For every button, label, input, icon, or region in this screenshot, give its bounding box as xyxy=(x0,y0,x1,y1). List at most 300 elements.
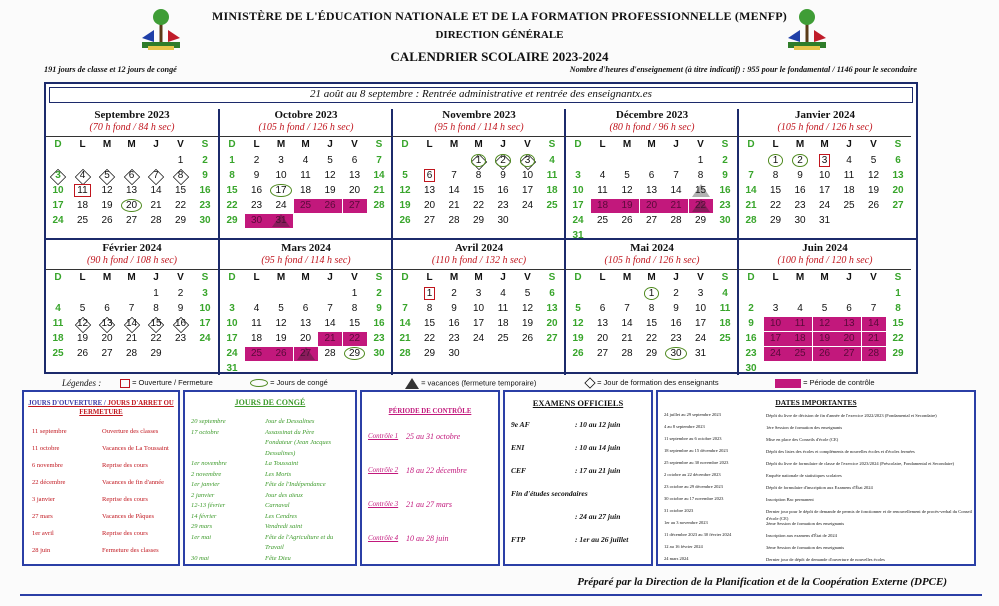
weekday-header: M xyxy=(795,139,805,150)
calendar-day: 27 xyxy=(596,348,609,359)
opening-date: 28 juin xyxy=(32,547,51,554)
month-hours: (105 h fond / 126 h sec) xyxy=(258,122,354,133)
holidays-panel xyxy=(183,390,357,566)
calendar-day: 20 xyxy=(299,333,312,344)
month-block xyxy=(393,109,565,244)
calendar-day: 28 xyxy=(862,347,886,361)
calendar-day: 21 xyxy=(373,185,385,196)
calendar-day: 27 xyxy=(294,347,318,361)
calendar-day: 10 xyxy=(694,303,707,314)
calendar-day: 8 xyxy=(153,303,159,314)
important-date: 24 juillet au 29 septembre 2023 xyxy=(664,412,721,417)
holiday-date: 1er mai xyxy=(191,533,212,541)
weekday-header: J xyxy=(500,139,506,150)
important-event: Dépôt du livre de décision de fin d'année de l'exercice 2022/2023 (Fondamental et Secondaire) xyxy=(766,413,937,418)
calendar-day: 14 xyxy=(373,170,385,181)
calendar-day: 7 xyxy=(451,170,457,181)
calendar-day: 5 xyxy=(402,170,408,181)
important-event: Inscription aux examens d'État de 2024 xyxy=(766,533,837,538)
month-name: Novembre 2023 xyxy=(442,109,516,121)
calendar-day: 15 xyxy=(174,185,187,196)
calendar-day: 6 xyxy=(846,303,852,314)
month-rule xyxy=(739,269,911,270)
weekday-header: L xyxy=(79,272,86,283)
calendar-day: 17 xyxy=(572,200,584,211)
calendar-day: 8 xyxy=(426,303,433,314)
control-label: Contrôle 1 xyxy=(368,432,399,440)
important-date: 1er au 3 novembre 2023 xyxy=(664,520,708,525)
calendar-day: 29 xyxy=(174,215,187,226)
weekday-header: L xyxy=(253,139,260,150)
weekday-header: J xyxy=(327,139,333,150)
month-rule xyxy=(220,269,392,270)
calendar-day: 15 xyxy=(144,317,168,331)
calendar-day: 22 xyxy=(226,200,238,211)
calendar-day: 27 xyxy=(892,200,904,211)
calendar-day: 7 xyxy=(673,170,679,181)
calendar-day: 15 xyxy=(769,185,782,196)
calendar-day: 24 xyxy=(818,200,831,211)
month-rule xyxy=(566,136,738,137)
calendar-day: 19 xyxy=(275,333,287,344)
control-period-title: PÉRIODE DE CONTRÔLE xyxy=(388,408,472,415)
calendar-day: 26 xyxy=(813,347,837,361)
calendar-day: 3 xyxy=(278,155,284,166)
legend-title: Légendes : xyxy=(62,378,102,388)
calendar-day: 3 xyxy=(575,170,581,181)
official-exams-panel xyxy=(503,390,653,566)
important-date: 30 octobre au 17 novembre 2023 xyxy=(664,496,724,501)
holiday-name: Jour des aïeux xyxy=(265,491,303,499)
holiday-date: 2 janvier xyxy=(191,491,215,499)
holiday-name: Les Cendres xyxy=(265,512,298,520)
calendar-day: 19 xyxy=(76,333,89,344)
calendar-title: CALENDRIER SCOLAIRE 2023-2024 xyxy=(390,49,609,64)
calendar-day: 21 xyxy=(745,200,757,211)
important-event: 3ème Session de formation des enseignants xyxy=(766,545,845,550)
calendar-day: 4 xyxy=(722,288,728,299)
calendar-day: 29 xyxy=(343,347,367,361)
calendar-day: 20 xyxy=(837,332,861,346)
control-label: Contrôle 2 xyxy=(368,466,399,474)
calendar-day: 4 xyxy=(253,303,260,314)
calendar-day: 9 xyxy=(748,318,754,329)
control-dates: 25 au 31 octobre xyxy=(406,432,461,441)
calendar-day: 23 xyxy=(174,333,187,344)
control-label: Contrôle 3 xyxy=(368,500,399,508)
calendar-day: 17 xyxy=(521,185,534,196)
calendar-day: 28 xyxy=(125,348,138,359)
calendar-day: 28 xyxy=(150,215,162,226)
weekday-header: J xyxy=(327,272,333,283)
month-hours: (70 h fond / 84 h sec) xyxy=(89,122,175,133)
calendar-day: 17 xyxy=(818,185,831,196)
legend-vacation: = vacances (fermeture temporaire) xyxy=(405,378,536,389)
calendar-day: 29 xyxy=(892,348,904,359)
calendar-day: 7 xyxy=(748,170,754,181)
calendar-day: 18 xyxy=(299,185,312,196)
weekday-header: D xyxy=(747,139,755,150)
month-name: Mai 2024 xyxy=(630,242,674,254)
exam-name: 9e AF xyxy=(511,420,530,429)
weekday-header: D xyxy=(747,272,755,283)
holiday-name: Vendredi saint xyxy=(265,523,303,530)
calendar-day: 4 xyxy=(71,169,95,183)
holiday-name: Les Morts xyxy=(265,470,292,478)
weekday-header: J xyxy=(846,272,852,283)
weekday-header: L xyxy=(426,139,433,150)
calendar-day: 27 xyxy=(423,215,436,226)
month-rule xyxy=(46,136,218,137)
calendar-day: 25 xyxy=(76,215,89,226)
calendar-day: 29 xyxy=(769,215,782,226)
calendar-day: 21 xyxy=(150,200,162,211)
weekday-header: M xyxy=(127,139,136,150)
calendar-day: 12 xyxy=(572,318,584,329)
calendar-day: 30 xyxy=(745,363,757,374)
calendar-day: 4 xyxy=(797,303,803,314)
calendar-day: 13 xyxy=(837,317,861,331)
month-name: Octobre 2023 xyxy=(274,109,338,121)
calendar-day: 2 xyxy=(788,154,812,168)
calendar-day: 15 xyxy=(472,185,485,196)
calendar-day: 13 xyxy=(125,185,138,196)
calendar-day: 2 xyxy=(748,303,754,314)
calendar-day: 13 xyxy=(423,185,436,196)
calendar-day: 21 xyxy=(664,199,688,213)
calendar-day: 3 xyxy=(475,288,482,299)
calendar-day: 1 xyxy=(153,288,159,299)
calendar-day: 14 xyxy=(120,317,144,331)
exam-dates: : 17 au 21 juin xyxy=(575,466,621,475)
calendar-day: 26 xyxy=(572,348,584,359)
calendar-day: 9 xyxy=(673,303,679,314)
calendar-day: 18 xyxy=(497,318,509,329)
month-name: Avril 2024 xyxy=(454,242,504,254)
calendar-day: 20 xyxy=(640,199,664,213)
calendar-day: 23 xyxy=(373,333,385,344)
holiday-name: Carnaval xyxy=(265,502,290,509)
opening-date: 6 novembre xyxy=(32,462,63,469)
weekday-header: D xyxy=(228,272,236,283)
important-event: Dernier jour de dépôt de demande d'ouverture de nouvelles écoles xyxy=(766,557,885,562)
calendar-day: 20 xyxy=(596,333,609,344)
calendar-day: 6 xyxy=(120,169,144,183)
calendar-day: 23 xyxy=(497,200,509,211)
calendar-day: 16 xyxy=(250,185,263,196)
calendar-day: 3 xyxy=(697,288,704,299)
ministry-title: MINISTÈRE DE L'ÉDUCATION NATIONALE ET DE LA FORMATION PROFESSIONNELLE (MENFP) xyxy=(212,9,787,23)
calendar-day: 29 xyxy=(645,348,658,359)
important-event: Enquête nationale de statistiques scolaires xyxy=(766,473,842,478)
opening-event: Vacances de Pâques xyxy=(102,513,154,520)
weekday-header: D xyxy=(401,272,409,283)
weekday-header: V xyxy=(524,272,531,283)
important-event: Dépôt de formulaire d'inscription aux Examens d'État 2024 xyxy=(766,485,873,490)
control-dates: 10 au 28 juin xyxy=(406,534,449,543)
calendar-day: 7 xyxy=(870,303,877,314)
calendar-day: 19 xyxy=(572,333,584,344)
calendar-day: 9 xyxy=(376,303,382,314)
calendar-day: 29 xyxy=(226,215,238,226)
calendar-day: 17 xyxy=(269,184,293,198)
important-event: Mise en place des Conseils d'école (CE) xyxy=(766,437,839,442)
calendar-day: 23 xyxy=(250,200,263,211)
calendar-day: 2 xyxy=(253,155,260,166)
weekday-header: J xyxy=(673,272,679,283)
calendar-day: 10 xyxy=(199,303,211,314)
month-block xyxy=(220,242,392,377)
calendar-day: 20 xyxy=(348,185,361,196)
calendar-day: 6 xyxy=(599,303,606,314)
calendar-day: 30 xyxy=(448,348,460,359)
calendar-day: 23 xyxy=(448,333,460,344)
calendar-day: 1 xyxy=(177,155,184,166)
opening-event: Fermeture des classes xyxy=(102,547,159,554)
calendar-day: 9 xyxy=(500,170,506,181)
calendar-day: 17 xyxy=(472,318,485,329)
calendar-day: 2 xyxy=(722,155,728,166)
opening-date: 27 mars xyxy=(32,513,53,520)
weekday-header: J xyxy=(846,139,852,150)
weekday-header: M xyxy=(795,272,805,283)
calendar-day: 10 xyxy=(572,185,584,196)
calendar-day: 15 xyxy=(226,185,238,196)
month-hours: (90 h fond / 108 h sec) xyxy=(87,255,177,266)
exam-name: Fin d'études secondaires xyxy=(511,489,588,498)
calendar-day: 14 xyxy=(448,185,460,196)
weekday-header: V xyxy=(870,272,877,283)
weekday-header: M xyxy=(127,272,136,283)
month-rule xyxy=(566,269,738,270)
calendar-day: 24 xyxy=(226,348,238,359)
weekday-header: V xyxy=(697,272,704,283)
calendar-day: 26 xyxy=(76,348,89,359)
calendar-day: 18 xyxy=(591,199,615,213)
calendar-day: 30 xyxy=(664,347,688,361)
calendar-day: 5 xyxy=(870,155,877,166)
holiday-date: 1er novembre xyxy=(191,460,227,467)
opening-event: Reprise des cours xyxy=(102,462,148,469)
calendar-day: 19 xyxy=(615,199,639,213)
calendar-day: 1 xyxy=(640,287,664,301)
calendar-day: 13 xyxy=(546,303,558,314)
weekday-header: L xyxy=(599,272,606,283)
month-block xyxy=(566,109,738,244)
exam-name: FTP xyxy=(511,535,526,544)
weekday-header: V xyxy=(524,139,531,150)
calendar-day: 23 xyxy=(745,348,757,359)
calendar-day: 16 xyxy=(497,185,509,196)
footer-rule xyxy=(20,594,982,596)
calendar-day: 30 xyxy=(373,348,385,359)
calendar-day: 24 xyxy=(275,200,287,211)
weekday-header: D xyxy=(401,139,409,150)
calendar-day: 9 xyxy=(253,170,260,181)
calendar-day: 21 xyxy=(621,333,633,344)
exam-dates: : 10 au 14 juin xyxy=(575,443,621,452)
calendar-day: 9 xyxy=(797,170,803,181)
opening-date: 3 janvier xyxy=(32,496,55,503)
calendar-day: 14 xyxy=(745,185,757,196)
calendar-day: 2 xyxy=(376,288,382,299)
calendar-day: 13 xyxy=(95,317,119,331)
opening-date: 22 décembre xyxy=(32,479,66,486)
calendar-day: 23 xyxy=(670,333,682,344)
weekday-header: D xyxy=(574,272,582,283)
calendar-day: 5 xyxy=(524,288,531,299)
weekday-header: D xyxy=(574,139,582,150)
calendar-day: 30 xyxy=(719,215,731,226)
calendar-day: 8 xyxy=(351,303,358,314)
important-event: Inscription Bac permanent xyxy=(766,497,814,502)
month-rule xyxy=(739,136,911,137)
weekday-header: S xyxy=(548,139,556,150)
calendar-day: 1 xyxy=(229,155,235,166)
calendar-day: 15 xyxy=(348,318,361,329)
weekday-header: D xyxy=(228,139,236,150)
calendar-day: 2 xyxy=(451,288,457,299)
month-hours: (95 h fond / 114 h sec) xyxy=(261,255,351,266)
calendar-day: 1 xyxy=(418,287,442,301)
weekday-header: M xyxy=(301,139,310,150)
calendar-day: 31 xyxy=(694,348,707,359)
calendar-day: 6 xyxy=(351,155,358,166)
holiday-date: 1er janvier xyxy=(191,481,220,488)
calendar-day: 12 xyxy=(275,318,287,329)
calendar-day: 16 xyxy=(448,318,460,329)
important-date: 31 octobre 2023 xyxy=(664,508,694,513)
holidays-title: JOURS DE CONGÉ xyxy=(234,398,306,407)
calendar-day: 12 xyxy=(521,303,534,314)
calendar-day: 10 xyxy=(521,170,534,181)
control-dates: 18 au 22 décembre xyxy=(406,466,467,475)
important-date: 12 au 16 février 2024 xyxy=(664,544,703,549)
calendar-day: 4 xyxy=(549,155,555,166)
calendar-day: 26 xyxy=(867,200,880,211)
calendar-day: 2 xyxy=(202,155,208,166)
calendar-day: 7 xyxy=(402,303,408,314)
calendar-day: 28 xyxy=(324,348,336,359)
calendar-day: 14 xyxy=(399,318,411,329)
weekday-header: S xyxy=(201,272,209,283)
weekday-header: L xyxy=(772,272,779,283)
calendar-day: 8 xyxy=(169,169,193,183)
calendar-day: 19 xyxy=(324,185,336,196)
month-rule xyxy=(220,136,392,137)
calendar-day: 6 xyxy=(895,155,901,166)
calendar-day: 19 xyxy=(101,200,113,211)
calendar-day: 17 xyxy=(52,200,64,211)
calendar-day: 11 xyxy=(597,185,608,196)
important-date: 11 décembre 2023 au 30 février 2024 xyxy=(664,532,732,537)
calendar-day: 6 xyxy=(418,169,442,183)
weekday-header: S xyxy=(721,272,729,283)
important-event: Dernier jour pour le dépôt de demande de permis de fonctionner et de renouvellement de procès-verbal du Conseil d'école (CE) xyxy=(766,509,973,521)
calendar-day: 22 xyxy=(174,200,187,211)
calendar-day: 29 xyxy=(423,348,436,359)
important-event: Dépôt du livre de formulaire de classe de l'exercice 2023/2024 (Préscolaire, Fondamental et Secondaire) xyxy=(766,461,954,466)
weekday-header: S xyxy=(721,139,729,150)
calendar-day: 15 xyxy=(689,184,713,198)
calendar-day: 22 xyxy=(150,333,162,344)
month-hours: (105 h fond / 126 h sec) xyxy=(604,255,700,266)
calendar-day: 19 xyxy=(521,318,534,329)
weekday-header: M xyxy=(276,139,286,150)
exam-dates: : 1er au 26 juillet xyxy=(575,535,629,544)
weekday-header: L xyxy=(599,139,606,150)
calendar-day: 25 xyxy=(719,333,731,344)
calendar-day: 16 xyxy=(169,317,193,331)
direction-title: DIRECTION GÉNÉRALE xyxy=(435,29,564,41)
calendar-day: 23 xyxy=(794,200,806,211)
calendar-day: 3 xyxy=(229,303,235,314)
calendar-day: 2 xyxy=(177,288,184,299)
opening-date: 1er avril xyxy=(32,530,54,537)
legend-training: = Jour de formation des enseignants xyxy=(585,378,719,388)
calendar-day: 12 xyxy=(867,170,880,181)
important-date: 23 octobre au 29 décembre 2023 xyxy=(664,484,723,489)
holiday-name: Assassinat du Père xyxy=(265,428,315,436)
month-block xyxy=(566,242,738,377)
calendar-day: 3 xyxy=(516,154,540,168)
calendar-day: 3 xyxy=(813,154,837,168)
opening-event: Vacances de La Toussaint xyxy=(102,445,169,452)
calendar-day: 20 xyxy=(892,185,904,196)
class-days-note: 191 jours de classe et 12 jours de congé xyxy=(44,65,177,74)
weekday-header: V xyxy=(870,139,877,150)
calendar-day: 10 xyxy=(275,170,287,181)
weekday-header: V xyxy=(177,272,184,283)
important-event: Dépôt des listes des écoles et compléments de nouvelles écoles et d'écoles fermées xyxy=(766,449,915,454)
calendar-day: 11 xyxy=(300,170,311,181)
calendar-day: 5 xyxy=(95,169,119,183)
month-block xyxy=(46,242,218,377)
weekday-header: M xyxy=(820,272,829,283)
holiday-date: 12-13 février xyxy=(191,502,226,509)
important-date: 4 au 8 septembre 2023 xyxy=(664,424,705,429)
calendar-day: 27 xyxy=(125,215,138,226)
calendar-day: 7 xyxy=(128,303,135,314)
calendar-day: 12 xyxy=(101,185,113,196)
holiday-name: Jour de Dessalines xyxy=(265,418,315,425)
official-exams-title: EXAMENS OFFICIELS xyxy=(532,398,624,408)
calendar-day: 15 xyxy=(645,318,658,329)
month-name: Décembre 2023 xyxy=(615,109,689,121)
control-dates: 21 au 27 mars xyxy=(406,500,453,509)
calendar-day: 27 xyxy=(645,215,658,226)
calendar-day: 8 xyxy=(475,170,482,181)
weekday-header: V xyxy=(697,139,704,150)
calendar-day: 26 xyxy=(399,215,411,226)
calendar-day: 26 xyxy=(621,215,633,226)
weekday-header: S xyxy=(201,139,209,150)
calendar-day: 7 xyxy=(624,303,630,314)
calendar-day: 19 xyxy=(813,332,837,346)
holiday-name: Fondateur (Jean Jacques xyxy=(265,439,332,446)
calendar-day: 9 xyxy=(451,303,457,314)
month-block xyxy=(739,242,911,377)
calendar-day: 9 xyxy=(202,170,208,181)
weekday-header: M xyxy=(647,272,656,283)
calendar-day: 26 xyxy=(101,215,113,226)
month-name: Septembre 2023 xyxy=(94,109,170,121)
control-period-panel xyxy=(360,390,500,566)
calendar-day: 11 xyxy=(843,170,855,181)
weekday-header: J xyxy=(153,272,159,283)
calendar-day: 22 xyxy=(423,333,436,344)
holiday-name: La Toussaint xyxy=(265,460,299,467)
